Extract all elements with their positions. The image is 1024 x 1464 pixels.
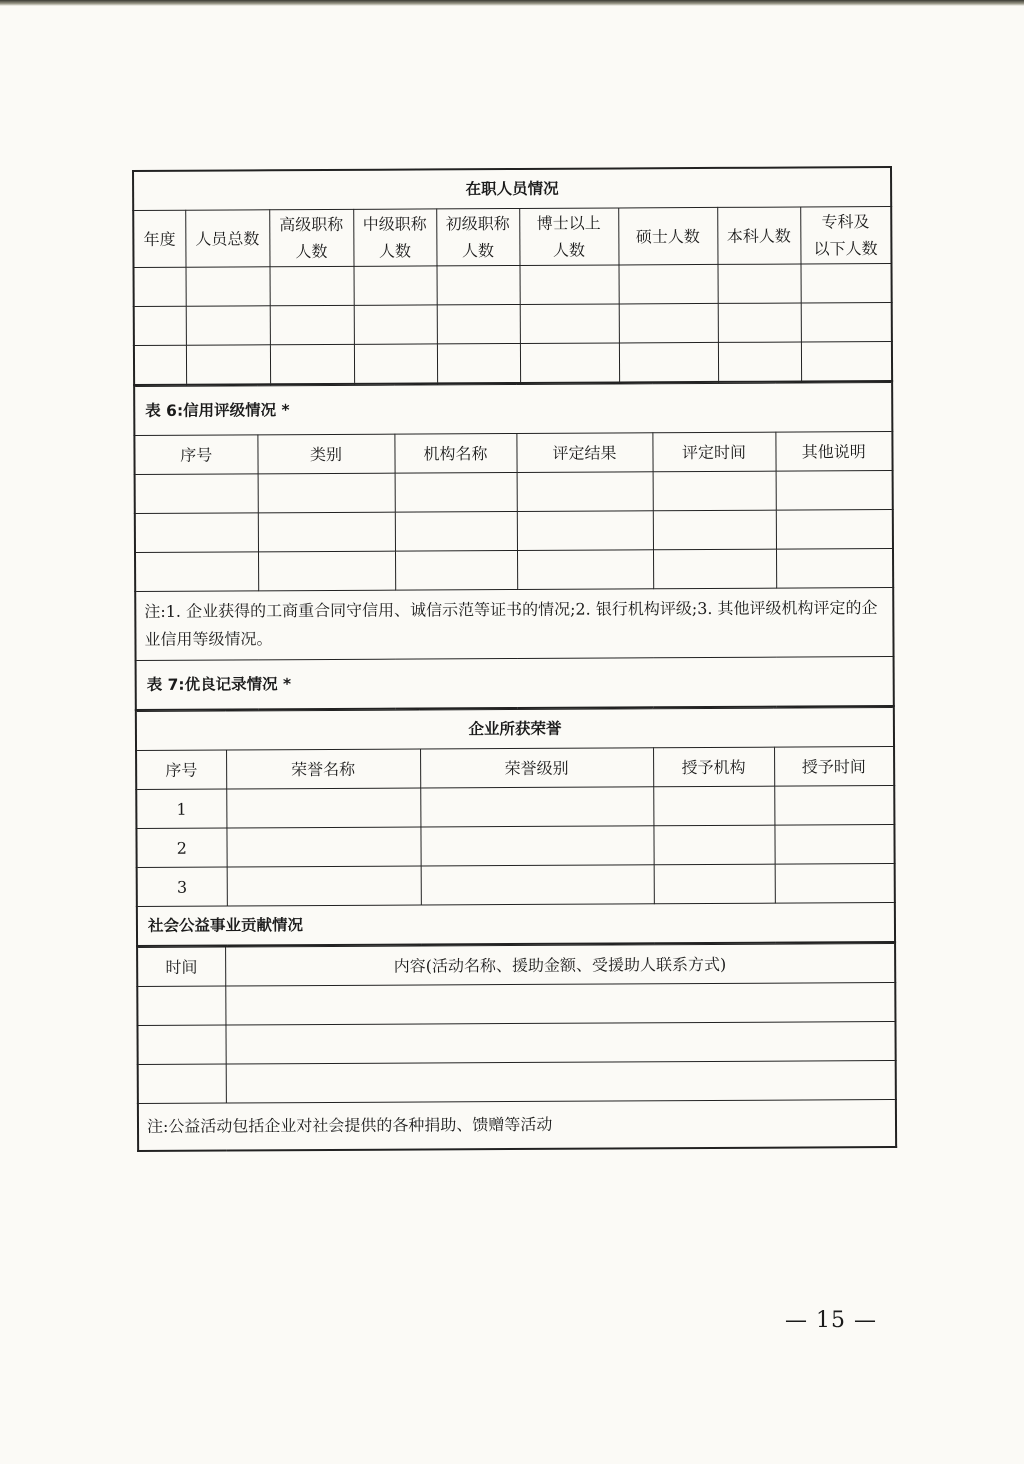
staff-header-cell: 中级职称 人数 bbox=[353, 209, 436, 266]
table-row bbox=[136, 825, 894, 868]
form-container bbox=[132, 166, 897, 1152]
table-row bbox=[135, 510, 893, 553]
credit-table-header bbox=[134, 432, 892, 475]
table-row bbox=[137, 864, 895, 907]
table-row bbox=[137, 1022, 895, 1065]
honor-table-subtitle: 企业所获荣誉 bbox=[136, 708, 894, 751]
welfare-header-cell: 时间 bbox=[137, 947, 225, 986]
credit-header-cell: 其他说明 bbox=[775, 432, 892, 472]
staff-header-cell: 年度 bbox=[133, 210, 185, 267]
honor-header-cell: 授予时间 bbox=[774, 747, 894, 787]
welfare-table-header bbox=[137, 944, 895, 987]
staff-header-cell: 高级职称 人数 bbox=[269, 209, 353, 266]
row-number: 2 bbox=[136, 828, 226, 867]
honor-header-cell: 授予机构 bbox=[653, 747, 774, 787]
table-row bbox=[136, 786, 894, 829]
scan-top-edge bbox=[0, 0, 1024, 6]
table-row bbox=[134, 264, 892, 307]
honor-header-cell: 序号 bbox=[136, 750, 226, 789]
credit-table-note: 注:1. 企业获得的工商重合同守信用、诚信示范等证书的情况;2. 银行机构评级;3. 其他评级机构评定的企业信用等级情况。 bbox=[135, 588, 893, 661]
honor-header-cell: 荣誉级别 bbox=[420, 748, 653, 788]
honor-table-header bbox=[136, 747, 894, 790]
welfare-table-note: 注:公益活动包括企业对社会提供的各种捐助、馈赠等活动 bbox=[138, 1100, 896, 1151]
staff-table bbox=[132, 166, 893, 386]
row-number: 1 bbox=[136, 789, 226, 828]
credit-header-cell: 评定时间 bbox=[652, 432, 775, 472]
credit-table bbox=[133, 382, 895, 711]
welfare-header-cell: 内容(活动名称、援助金额、受援助人联系方式) bbox=[225, 944, 895, 987]
table-row bbox=[135, 471, 893, 514]
staff-header-cell: 硕士人数 bbox=[618, 207, 717, 265]
staff-header-cell: 专科及 以下人数 bbox=[800, 207, 891, 264]
table-row bbox=[134, 303, 892, 346]
credit-header-cell: 评定结果 bbox=[516, 433, 652, 473]
staff-table-header bbox=[133, 207, 891, 268]
credit-header-cell: 类别 bbox=[257, 434, 394, 474]
row-number: 3 bbox=[137, 867, 227, 906]
staff-header-cell: 人员总数 bbox=[185, 210, 269, 267]
staff-header-cell: 本科人数 bbox=[717, 207, 800, 264]
welfare-table-title: 社会公益事业贡献情况 bbox=[137, 903, 895, 946]
staff-header-cell: 初级职称 人数 bbox=[436, 208, 519, 265]
staff-header-cell: 博士以上 人数 bbox=[519, 208, 618, 266]
table-row bbox=[135, 549, 893, 592]
table-row bbox=[134, 342, 892, 385]
credit-header-cell: 机构名称 bbox=[394, 433, 516, 473]
credit-header-cell: 序号 bbox=[134, 435, 257, 475]
honor-table bbox=[135, 707, 896, 947]
page-number: — 15 — bbox=[785, 1308, 877, 1333]
record-table-title: 表 7:优良记录情况 * bbox=[136, 657, 894, 710]
honor-header-cell: 荣誉名称 bbox=[226, 749, 420, 789]
credit-table-title: 表 6:信用评级情况 * bbox=[134, 383, 892, 436]
welfare-table bbox=[136, 943, 897, 1152]
staff-table-title: 在职人员情况 bbox=[133, 167, 891, 210]
table-row bbox=[138, 1061, 896, 1104]
table-row bbox=[137, 983, 895, 1026]
